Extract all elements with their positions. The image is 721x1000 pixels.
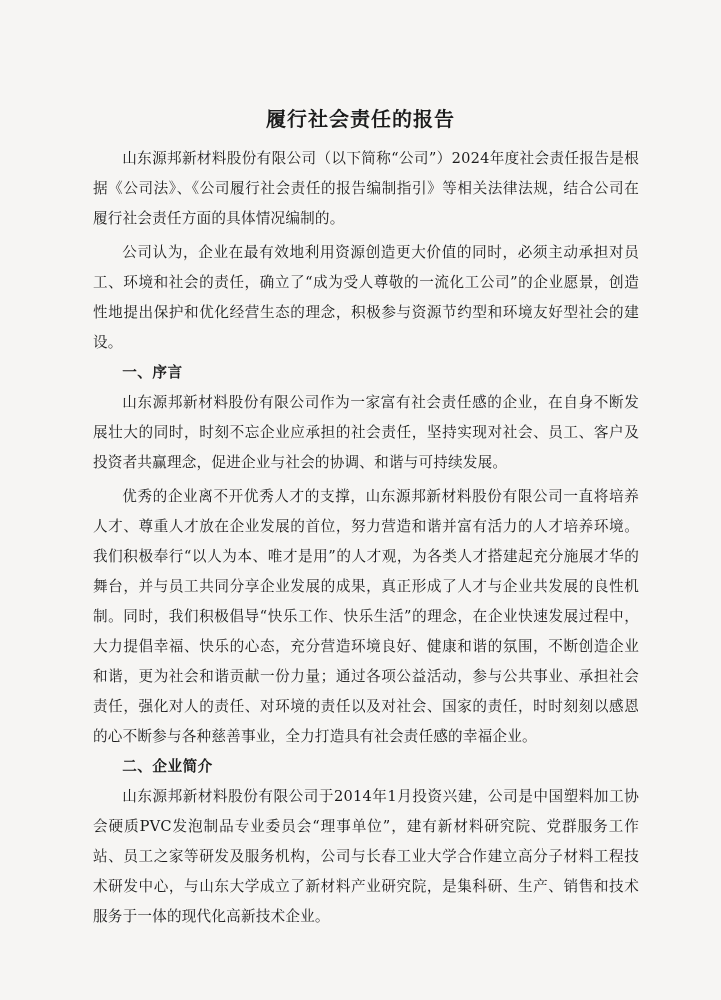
intro-paragraph-2: 公司认为，企业在最有效地利用资源创造更大价值的同时，必须主动承担对员工、环境和社会的责任，确立了“成为受人尊敬的一流化工公司”的企业愿景，创造性地提出保护和优化经营生态的理念，积极参与资源节约型和环境友好型社会的建设。: [93, 244, 639, 351]
document-title: 履行社会责任的报告: [266, 107, 455, 131]
section-heading-company-profile: 二、企业简介: [122, 758, 213, 775]
intro-paragraph-1: 山东源邦新材料股份有限公司（以下简称“公司”）2024年度社会责任报告是根据《公司法》、《公司履行社会责任的报告编制指引》等相关法律法规，结合公司在履行社会责任方面的具体情况编制的。: [93, 150, 639, 227]
company-profile-paragraph: 山东源邦新材料股份有限公司于2014年1月投资兴建，公司是中国塑料加工协会硬质PVC发泡制品专业委员会“理事单位”，建有新材料研究院、党群服务工作站、员工之家等研发及服务机构，公司与长春工业大学合作建立高分子材料工程技术研发中心，与山东大学成立了新材料产业研究院，是集科研、生产、销售和技术服务于一体的现代化高新技术企业。: [93, 788, 639, 925]
preface-paragraph-1: 山东源邦新材料股份有限公司作为一家富有社会责任感的企业，在自身不断发展壮大的同时，时刻不忘企业应承担的社会责任，坚持实现对社会、员工、客户及投资者共赢理念，促进企业与社会的协调、和谐与可持续发展。: [93, 394, 639, 471]
section-heading-preface: 一、序言: [122, 364, 183, 381]
preface-paragraph-2: 优秀的企业离不开优秀人才的支撑，山东源邦新材料股份有限公司一直将培养人才、尊重人才放在企业发展的首位，努力营造和谐并富有活力的人才培养环境。我们积极奉行“以人为本、唯才是用”的人才观，为各类人才搭建起充分施展才华的舞台，并与员工共同分享企业发展的成果，真正形成了人才与企业共发展的良性机制。同时，我们积极倡导“快乐工作、快乐生活”的理念，在企业快速发展过程中，大力提倡幸福、快乐的心态，充分营造环境良好、健康和谐的氛围，不断创造企业和谐，更为社会和谐贡献一份力量；通过各项公益活动，参与公共事业、承担社会责任，强化对人的责任、对环境的责任以及对社会、国家的责任，时时刻刻以感恩的心不断参与各种慈善事业，全力打造具有社会责任感的幸福企业。: [93, 488, 639, 745]
document-body: [93, 144, 639, 932]
